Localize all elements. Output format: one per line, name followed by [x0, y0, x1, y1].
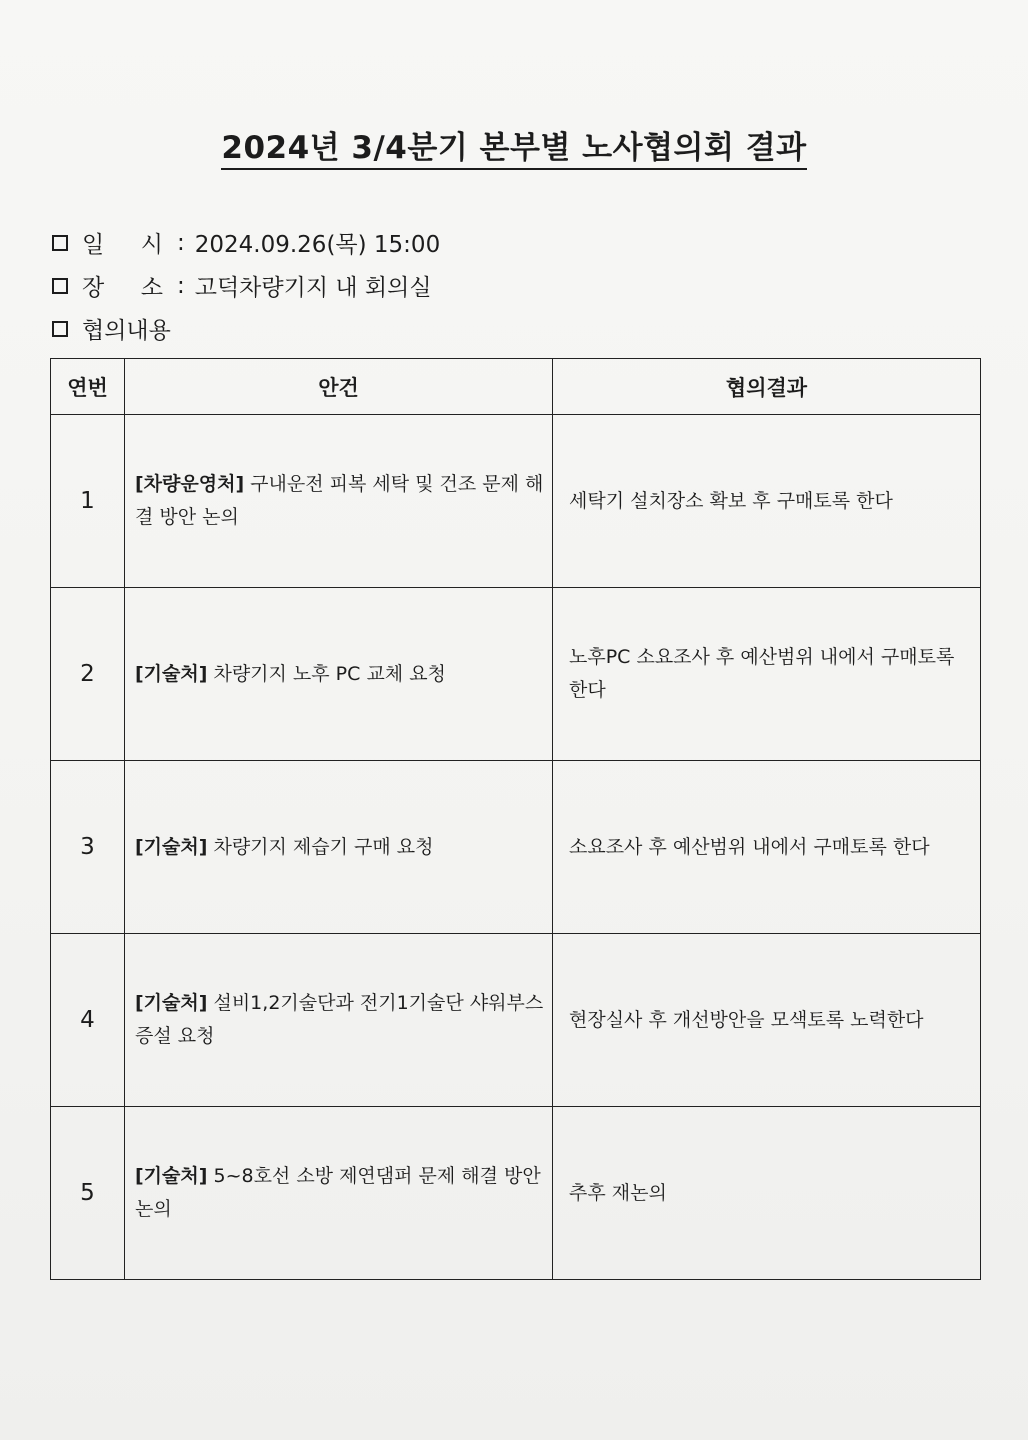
row-item — [125, 415, 553, 588]
meta-label-place: 장 소 — [82, 275, 163, 301]
meta-colon: : — [177, 229, 185, 256]
row-item — [125, 934, 553, 1107]
checkbox-icon — [52, 235, 68, 251]
header-num: 연번 — [51, 359, 125, 415]
header-item: 안건 — [125, 359, 553, 415]
row-num: 1 — [51, 415, 125, 588]
row-result: 현장실사 후 개선방안을 모색토록 노력한다 — [553, 934, 981, 1107]
row-item-tag: [기술처] — [135, 992, 208, 1014]
table-header-row — [51, 359, 981, 415]
result-table — [50, 358, 981, 1280]
row-item-tag: [기술처] — [135, 835, 208, 858]
table-row — [51, 415, 981, 588]
row-result: 노후PC 소요조사 후 예산범위 내에서 구매토록 한다 — [553, 588, 981, 761]
row-item-text: 구내운전 피복 세탁 및 건조 문제 해결 방안 논의 — [135, 473, 544, 528]
row-item-text: 5~8호선 소방 제연댐퍼 문제 해결 방안 논의 — [135, 1165, 541, 1220]
table-row — [51, 934, 981, 1107]
meta-row-content — [52, 312, 171, 345]
meta-row-place — [52, 269, 432, 302]
meta-row-datetime — [52, 226, 440, 259]
header-result: 협의결과 — [553, 359, 981, 415]
row-num: 3 — [51, 761, 125, 934]
table-row — [51, 761, 981, 934]
row-result: 세탁기 설치장소 확보 후 구매토록 한다 — [553, 415, 981, 588]
meta-label-content: 협의내용 — [82, 318, 171, 344]
row-item-tag: [기술처] — [135, 1165, 208, 1187]
row-item-tag: [차량운영처] — [135, 473, 245, 495]
table-row — [51, 1107, 981, 1280]
row-num: 5 — [51, 1107, 125, 1280]
document-title-text: 2024년 3/4분기 본부별 노사협의회 결과 — [221, 130, 806, 170]
checkbox-icon — [52, 321, 68, 337]
meta-colon: : — [177, 272, 185, 299]
row-item — [125, 588, 553, 761]
row-item — [125, 761, 553, 934]
row-num: 4 — [51, 934, 125, 1107]
checkbox-icon — [52, 278, 68, 294]
row-num: 2 — [51, 588, 125, 761]
row-item-tag: [기술처] — [135, 662, 208, 685]
meta-value-place: 고덕차량기지 내 회의실 — [194, 275, 432, 301]
row-item-text: 설비1,2기술단과 전기1기술단 샤워부스 증설 요청 — [135, 992, 544, 1047]
row-item-text: 차량기지 제습기 구매 요청 — [207, 835, 434, 858]
row-item — [125, 1107, 553, 1280]
row-item-text: 차량기지 노후 PC 교체 요청 — [207, 662, 446, 685]
document-title — [0, 122, 1028, 167]
meta-label-datetime: 일 시 — [82, 232, 163, 258]
row-result: 소요조사 후 예산범위 내에서 구매토록 한다 — [553, 761, 981, 934]
table-row — [51, 588, 981, 761]
row-result: 추후 재논의 — [553, 1107, 981, 1280]
meta-value-datetime: 2024.09.26(목) 15:00 — [194, 232, 441, 258]
